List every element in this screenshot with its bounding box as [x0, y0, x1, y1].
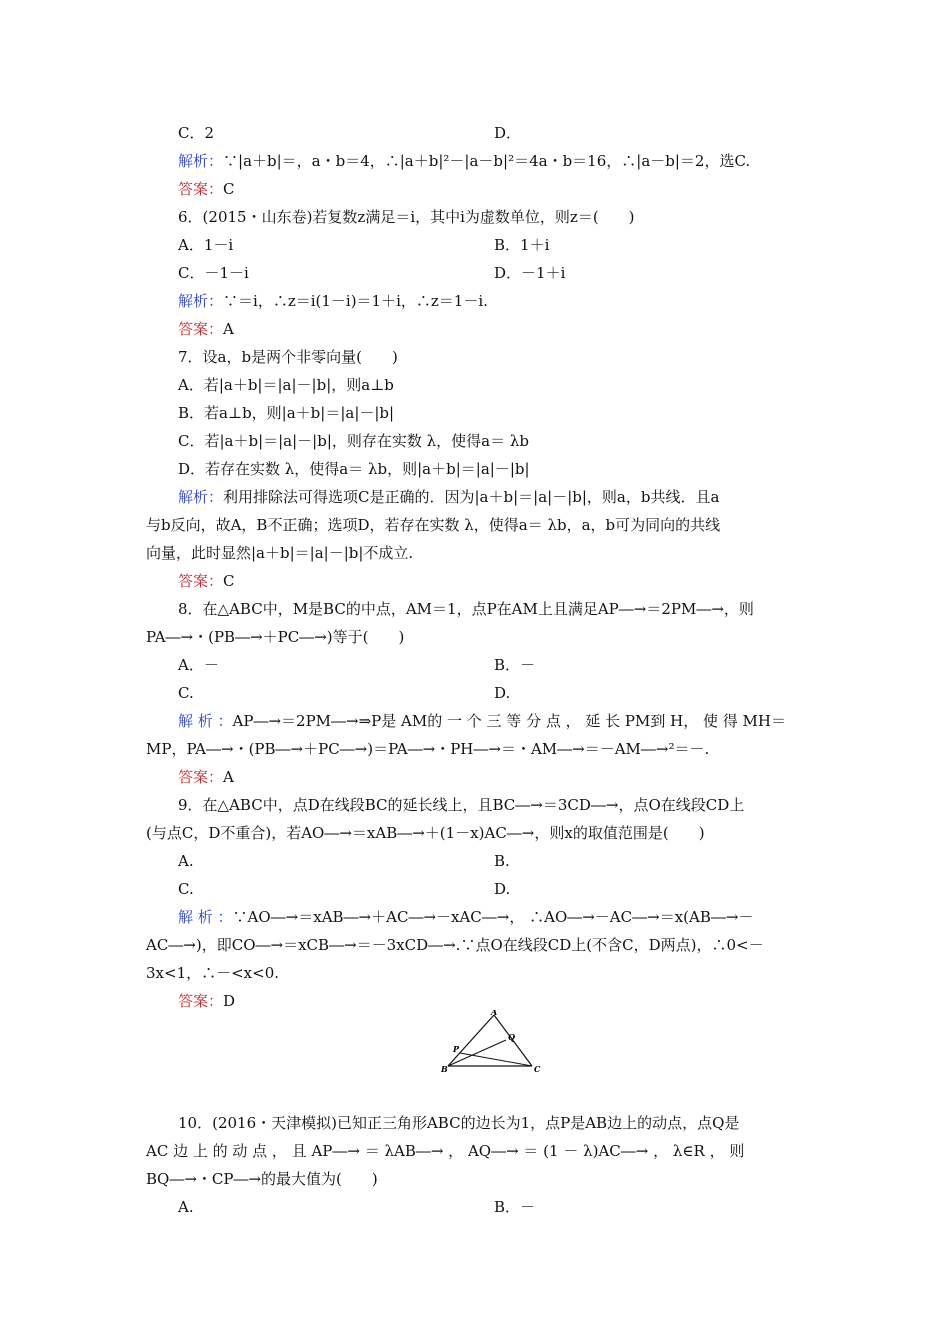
analysis-line — [178, 291, 488, 311]
answer-line — [178, 767, 234, 787]
line-text: B．－ — [494, 656, 536, 674]
line-text: ∵AO―→＝xAB―→＋AC―→－xAC―→， ∴AO―→－AC―→＝x(AB―→－ — [232, 908, 754, 926]
text-line — [178, 599, 754, 619]
line-text: PA―→・(PB―→＋PC―→)等于( ) — [146, 628, 405, 646]
label-a: A — [491, 1010, 498, 1017]
line-text: AC―→)，即CO―→＝xCB―→＝－3xCD―→.∵点O在线段CD上(不含C，D两点)，∴0<－ — [146, 936, 764, 954]
text-line — [178, 879, 194, 899]
line-text: D. — [494, 880, 511, 898]
line-text: B. — [494, 852, 510, 870]
line-text: MP，PA―→・(PB―→＋PC―→)＝PA―→・PH―→＝・AM―→＝－AM―→²＝－. — [146, 740, 710, 758]
text-line — [178, 123, 214, 143]
text-line — [494, 879, 510, 899]
line-text: 9．在△ABC中，点D在线段BC的延长线上，且BC―→＝3CD―→，点O在线段CD上 — [178, 796, 745, 814]
answer-label: 答案： — [178, 992, 224, 1010]
line-text: A — [223, 320, 234, 338]
text-line — [146, 627, 404, 647]
analysis-label: 解析： — [178, 488, 224, 506]
line-text: 与b反向，故A，B不正确；选项D，若存在实数 λ，使得a＝ λb，a，b可为同向的共线 — [146, 516, 721, 534]
text-line — [146, 823, 705, 843]
answer-label: 答案： — [178, 320, 224, 338]
text-line — [494, 123, 521, 143]
answer-line — [178, 319, 234, 339]
text-line — [178, 235, 233, 255]
line-text: D — [223, 992, 236, 1010]
answer-label: 答案： — [178, 768, 224, 786]
analysis-line — [178, 151, 750, 171]
text-line — [494, 1197, 535, 1217]
line-text: A — [223, 768, 234, 786]
label-p: P — [453, 1044, 460, 1054]
triangle-figure — [438, 1010, 548, 1072]
line-text: D. — [494, 684, 511, 702]
line-text: 8．在△ABC中，M是BC的中点，AM＝1，点P在AM上且满足AP―→＝2PM―→，则 — [178, 600, 754, 618]
line-text: 10．(2016・天津模拟)已知正三角形ABC的边长为1，点P是AB边上的动点，点Q是 — [178, 1114, 740, 1132]
analysis-label: 解析： — [178, 152, 224, 170]
analysis-line — [178, 907, 753, 927]
line-text: A．1－i — [178, 236, 234, 254]
text-line — [178, 683, 194, 703]
line-text: AP―→＝2PM―→⇒P是 AM的 一 个 三 等 分 点 ， 延 长 PM到 H， 使 得 MH＝ — [232, 712, 786, 730]
text-line — [178, 459, 530, 479]
line-text: C — [223, 180, 235, 198]
line-text: (与点C，D不重合)，若AO―→＝xAB―→＋(1－x)AC―→，则x的取值范围是( ) — [146, 824, 705, 842]
text-line — [178, 375, 394, 395]
line-text: ∵|a＋b|＝，a・b＝4，∴|a＋b|²－|a－b|²＝4a・b＝16，∴|a－b|＝2，选C. — [223, 152, 751, 170]
line-text: 利用排除法可得选项C是正确的．因为|a＋b|＝|a|－|b|，则a，b共线．且a — [223, 488, 720, 506]
segment-cp — [460, 1053, 532, 1066]
text-line — [178, 851, 194, 871]
label-q: Q — [508, 1032, 515, 1042]
text-line — [494, 263, 565, 283]
line-text: D．－1＋i — [494, 264, 566, 282]
text-line — [178, 263, 249, 283]
line-text: A．若|a＋b|＝|a|－|b|，则a⊥b — [178, 376, 394, 394]
line-text: BQ―→・CP―→的最大值为( ) — [146, 1170, 378, 1188]
text-line — [178, 347, 398, 367]
text-line — [146, 935, 764, 955]
answer-label: 答案： — [178, 572, 224, 590]
line-text: C. — [178, 880, 194, 898]
line-text: C．2 — [178, 124, 215, 142]
line-text: 6．(2015・山东卷)若复数z满足＝i，其中i为虚数单位，则z＝( ) — [178, 208, 635, 226]
text-line — [178, 1113, 739, 1133]
text-line — [178, 403, 394, 423]
line-text: 7．设a，b是两个非零向量( ) — [178, 348, 398, 366]
text-line — [178, 655, 219, 675]
text-line — [146, 963, 279, 983]
analysis-label: 解 析 ： — [178, 712, 233, 730]
line-text: D．若存在实数 λ，使得a＝ λb，则|a＋b|＝|a|－|b| — [178, 460, 530, 478]
line-text: B．1＋i — [494, 236, 550, 254]
line-text: 向量，此时显然|a＋b|＝|a|－|b|不成立. — [146, 544, 414, 562]
text-line — [494, 851, 510, 871]
label-c: C — [534, 1064, 541, 1072]
label-b: B — [441, 1064, 448, 1072]
text-line — [178, 795, 744, 815]
text-line — [146, 515, 720, 535]
line-text: ∵＝i，∴z＝i(1－i)＝1＋i，∴z＝1－i. — [223, 292, 488, 310]
line-text: A. — [178, 1198, 194, 1216]
text-line — [146, 1169, 378, 1189]
text-line — [494, 235, 549, 255]
analysis-line — [178, 711, 786, 731]
line-text: C — [223, 572, 235, 590]
line-text: C．－1－i — [178, 264, 249, 282]
analysis-label: 解 析 ： — [178, 908, 233, 926]
line-text: 3x<1，∴－<x<0. — [146, 964, 280, 982]
text-line — [146, 543, 413, 563]
analysis-line — [178, 487, 719, 507]
answer-line — [178, 571, 235, 591]
line-text: D． — [494, 124, 522, 142]
line-text: AC 边 上 的 动 点 ， 且 AP―→ ＝ λAB―→ ， AQ―→ ＝ (1 － λ)AC―→ ， λ∈R ， 则 — [146, 1142, 745, 1160]
analysis-label: 解析： — [178, 292, 224, 310]
text-line — [178, 207, 635, 227]
line-text: A．－ — [178, 656, 219, 674]
text-line — [494, 683, 510, 703]
line-text: C. — [178, 684, 194, 702]
text-line — [178, 1197, 194, 1217]
answer-label: 答案： — [178, 180, 224, 198]
text-line — [178, 431, 529, 451]
answer-line — [178, 991, 235, 1011]
text-line — [146, 739, 709, 759]
line-text: B．－ — [494, 1198, 536, 1216]
line-text: C．若|a＋b|＝|a|－|b|，则存在实数 λ，使得a＝ λb — [178, 432, 529, 450]
line-text: B．若a⊥b，则|a＋b|＝|a|－|b| — [178, 404, 395, 422]
answer-line — [178, 179, 235, 199]
text-line — [146, 1141, 744, 1161]
text-line — [494, 655, 535, 675]
line-text: A. — [178, 852, 194, 870]
